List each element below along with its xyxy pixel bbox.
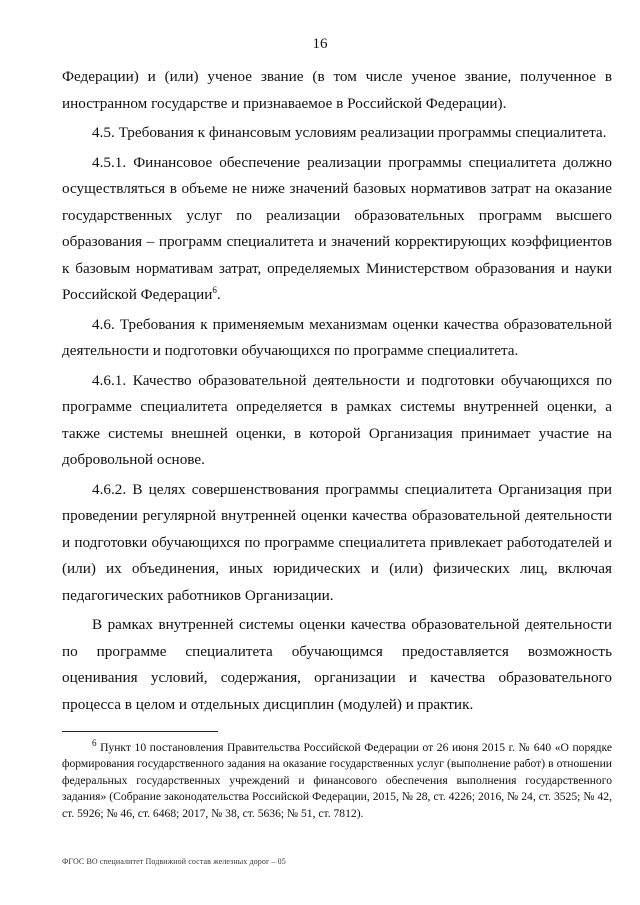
paragraph-4-5-1-text: 4.5.1. Финансовое обеспечение реализации программы специалитета должно осуществляться в объеме не ниже значений базовых нормативов затрат на оказание государственных услуг по реализации образовательных программ высшего образования – программ специалитета и значений корректирующих коэффициентов к базовым нормативам затрат, определяемых Министерством образования и науки Российской Федерации [62, 153, 612, 303]
paragraph-internal-assessment: В рамках внутренней системы оценки качества образовательной деятельности по программе специалитета обучающимся предоставляется возможность оценивания условий, содержания, организации и качества образовательного процесса в целом и отдельных дисциплин (модулей) и практик. [62, 616, 612, 713]
footnote-reference: 6 [212, 284, 217, 295]
body-text [62, 64, 612, 721]
paragraph-4-5-1-end: . [216, 286, 221, 303]
footnote-number: 6 [92, 738, 97, 749]
paragraph-4-6: 4.6. Требования к применяемым механизмам оценки качества образовательной деятельности и подготовки обучающихся по программе специалитета. [62, 315, 612, 359]
page-footer: ФГОС ВО специалитет Подвижной состав железных дорог – 05 [62, 857, 286, 866]
paragraph-4-6-2: 4.6.2. В целях совершенствования программы специалитета Организация при проведении регулярной внутренней оценки качества образовательной деятельности и подготовки обучающихся по программе специалитета привлекает работодателей и (или) их объединения, иных юридических и (или) физических лиц, включая педагогических работников Организации. [62, 480, 612, 604]
footnote-divider [62, 731, 218, 732]
footnote [62, 740, 612, 822]
footnote-text: Пункт 10 постановления Правительства Российской Федерации от 26 июня 2015 г. № 640 «О порядке формирования государственного задания на оказание государственных услуг (выполнение работ) в отношении федеральных государственных учреждений и финансового обеспечения выполнения государственного задания» (Собрание законодательства Российской Федерации, 2015, № 28, ст. 4226; 2016, № 24, ст. 3525; № 42, ст. 5926; № 46, ст. 6468; 2017, № 38, ст. 5636; № 51, ст. 7812). [62, 741, 612, 820]
paragraph-4-5-1 [62, 150, 612, 309]
paragraph-4-5: 4.5. Требования к финансовым условиям реализации программы специалитета. [92, 124, 607, 141]
paragraph-continuation: Федерации) и (или) ученое звание (в том числе ученое звание, полученное в иностранном государстве и признаваемое в Российской Федерации). [62, 68, 612, 112]
page-number: 16 [312, 36, 328, 52]
paragraph-4-6-1: 4.6.1. Качество образовательной деятельности и подготовки обучающихся по программе специалитета определяется в рамках системы внутренней оценки, а также системы внешней оценки, в которой Организация принимает участие на добровольной основе. [62, 371, 612, 468]
